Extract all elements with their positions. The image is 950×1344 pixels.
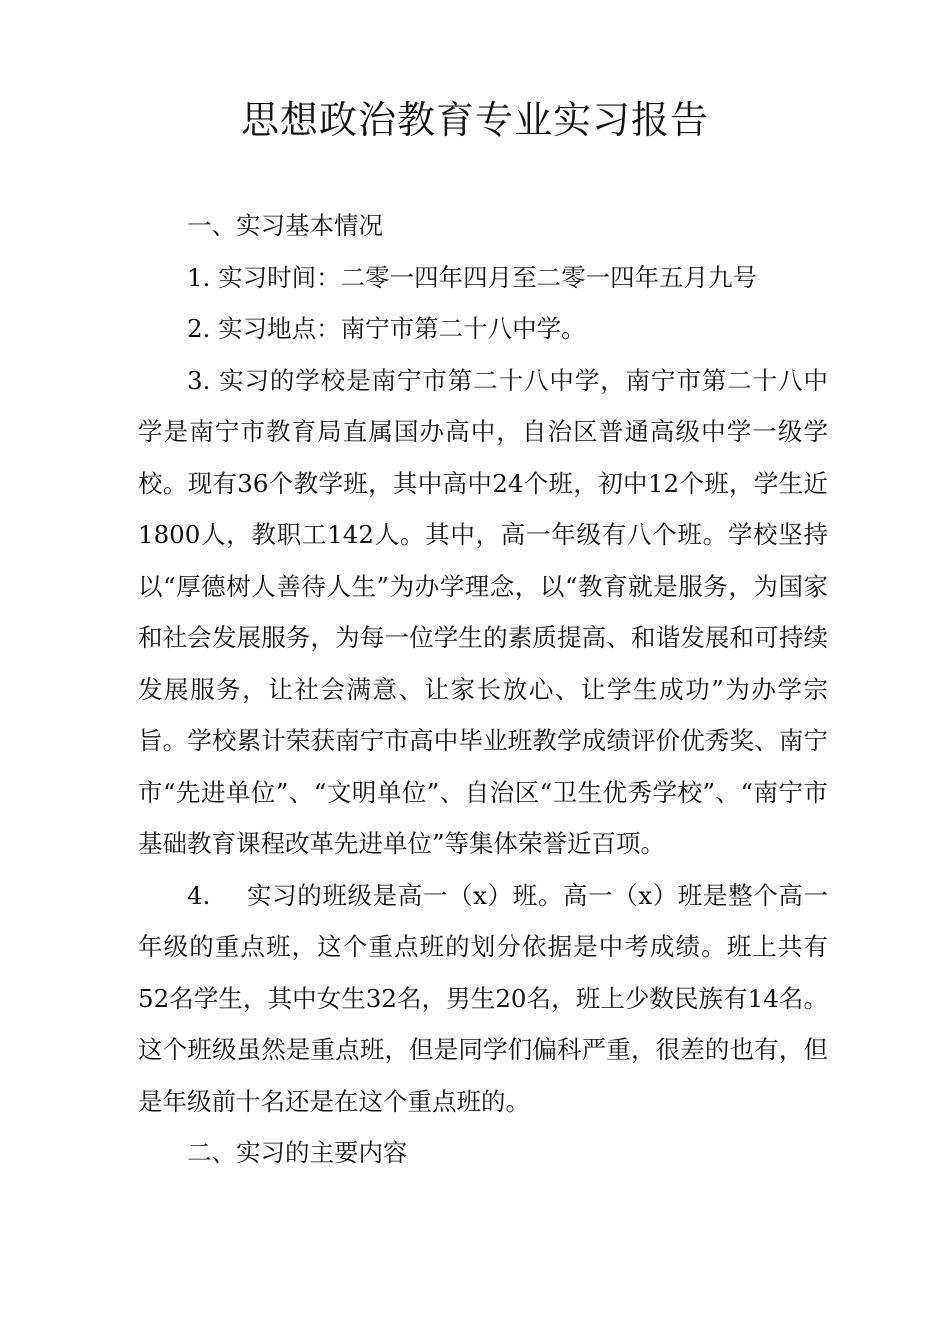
section-heading-main-content: 二、实习的主要内容 bbox=[187, 1138, 408, 1167]
document-title: 思想政治教育专业实习报告 bbox=[240, 98, 709, 142]
paragraph-internship-location: 2. 实习地点：南宁市第二十八中学。 bbox=[187, 314, 586, 343]
class-description-text: 实习的班级是高一（x）班。高一（x）班是整个高一年级的重点班，这个重点班的划分依据是中考成绩。班上共有52名学生，其中女生32名，男生20名，班上少数民族有14名。这个班级虽然是重点班，但是同学们偏科严重，很差的也有，但是年级前十名还是在这个重点班的。 bbox=[138, 880, 828, 1116]
paragraph-school-description: 3. 实习的学校是南宁市第二十八中学，南宁市第二十八中学是南宁市教育局直属国办高中，自治区普通高级中学一级学校。现有36个教学班，其中高中24个班，初中12个班，学生近1800人，教职工142人。其中，高一年级有八个班。学校坚持以“厚德树人善待人生”为办学理念，以“教育就是服务，为国家和社会发展服务，为每一位学生的素质提高、和谐发展和可持续发展服务，让社会满意、让家长放心、让学生成功”为办学宗旨。学校累计荣获南宁市高中毕业班教学成绩评价优秀奖、南宁市“先进单位”、“文明单位”、自治区“卫生优秀学校”、“南宁市基础教育课程改革先进单位”等集体荣誉近百项。 bbox=[138, 365, 828, 858]
item-number: 4. bbox=[187, 880, 211, 910]
document-body bbox=[138, 200, 828, 1179]
paragraph-internship-time: 1. 实习时间：二零一四年四月至二零一四年五月九号 bbox=[187, 262, 758, 292]
paragraph-class-description bbox=[138, 870, 828, 1128]
section-heading-basic-info: 一、实习基本情况 bbox=[187, 211, 383, 240]
